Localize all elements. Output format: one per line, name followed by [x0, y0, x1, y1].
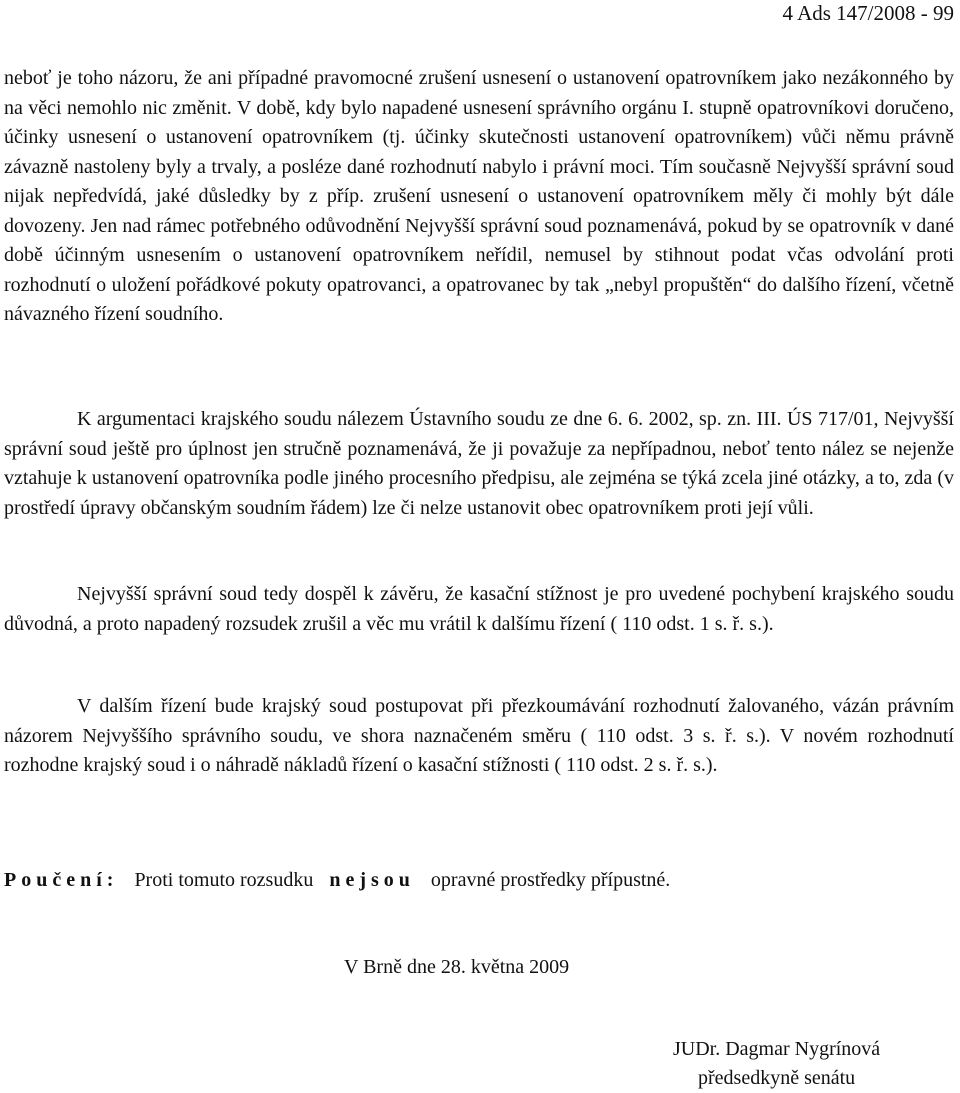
- instruction-text-before: Proti tomuto rozsudku: [134, 869, 314, 891]
- paragraph-constitutional-court: K argumentaci krajského soudu nálezem Ústavního soudu ze dne 6. 6. 2002, sp. zn. III. ÚS 717/01, Nejvyšší správní soud ještě pro úplnost jen stručně poznamenává, že ji považuje za nepřípadnou, neboť tento nález se nejenže vztahuje k ustanovení opatrovníka podle jiného procesního předpisu, ale zejména se týká zcela jiné otázky, a to, zda (v prostředí úpravy občanským soudním řádem) lze či nelze ustanovit obec opatrovníkem proti její vůli.: [4, 408, 954, 519]
- judge-role: předsedkyně senátu: [698, 1067, 856, 1089]
- instruction-emphasis: nejsou: [329, 869, 415, 891]
- instruction-text-after: opravné prostředky přípustné.: [430, 869, 671, 891]
- signature-block: [673, 1035, 880, 1093]
- judge-name: JUDr. Dagmar Nygrínová: [673, 1038, 881, 1060]
- instruction-label: Poučení:: [4, 869, 119, 891]
- paragraph-reasoning-continued: neboť je toho názoru, že ani případné pravomocné zrušení usnesení o ustanovení opatrovníkem jako nezákonného by na věci nemohlo nic změnit. V době, kdy bylo napadené usnesení správního orgánu I. stupně opatrovníkovi doručeno, účinky usnesení o ustanovení opatrovníkem (tj. účinky skutečnosti ustanovení opatrovníkem) vůči němu právně závazně nastoleny byly a trvaly, a posléze dané rozhodnutí nabylo i právní moci. Tím současně Nejvyšší správní soud nijak nepředvídá, jaké důsledky by z příp. zrušení usnesení o ustanovení opatrovníkem měly či mohly být dále dovozeny. Jen nad rámec potřebného odůvodnění Nejvyšší správní soud poznamenává, pokud by se opatrovník v dané době účinným usnesením o ustanovení opatrovníkem neřídil, nemusel by stihnout podat včas odvolání proti rozhodnutí o uložení pořádkové pokuty opatrovanci, a opatrovanec by tak „nebyl propuštěn“ do dalšího řízení, včetně návazného řízení soudního.: [4, 67, 954, 325]
- paragraph-conclusion: Nejvyšší správní soud tedy dospěl k závěru, že kasační stížnost je pro uvedené pochybení krajského soudu důvodná, a proto napadený rozsudek zrušil a věc mu vrátil k dalšímu řízení ( 110 odst. 1 s. ř. s.).: [4, 583, 954, 635]
- place-and-date: V Brně dne 28. května 2009: [344, 956, 570, 978]
- legal-instruction: [4, 865, 954, 895]
- case-reference: 4 Ads 147/2008 - 99: [782, 1, 954, 25]
- paragraph-further-proceedings: V dalším řízení bude krajský soud postupovat při přezkoumávání rozhodnutí žalovaného, vázán právním názorem Nejvyššího správního soudu, ve shora naznačeném směru ( 110 odst. 3 s. ř. s.). V novém rozhodnutí rozhodne krajský soud i o náhradě nákladů řízení o kasační stížnosti ( 110 odst. 2 s. ř. s.).: [4, 695, 954, 776]
